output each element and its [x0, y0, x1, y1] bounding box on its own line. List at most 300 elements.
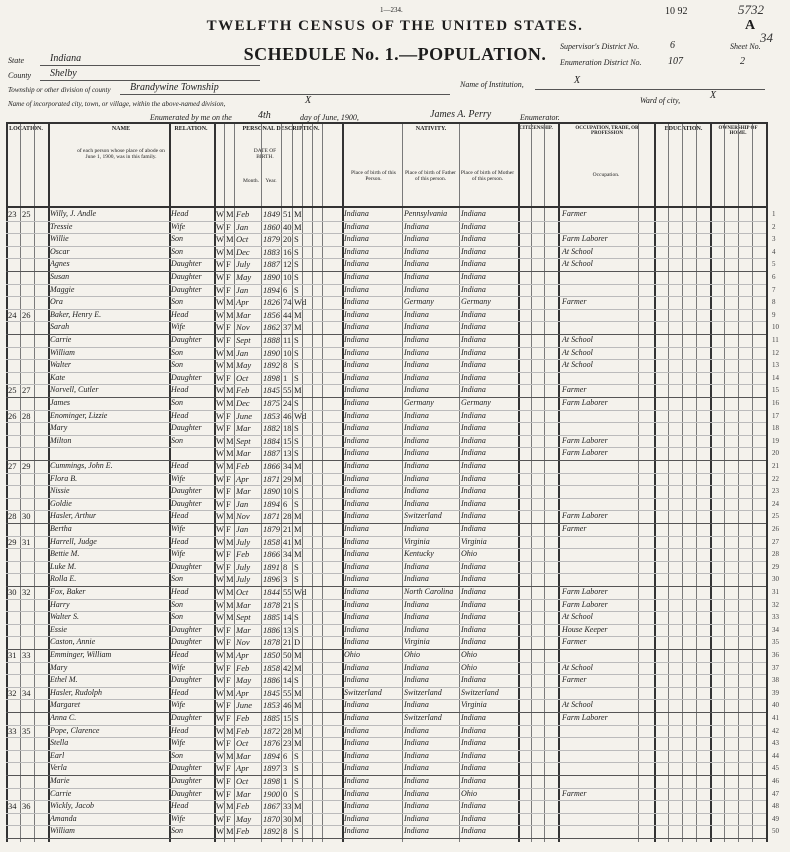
cell-yr: 1886 [263, 624, 280, 635]
cell-ms: S [294, 624, 299, 635]
township-value: Brandywine Township [130, 82, 219, 93]
cell-name: Caston, Annie [50, 637, 96, 647]
cell-col: W [216, 549, 225, 560]
section-relation: RELATION. [174, 126, 208, 132]
cell-mother: Indiana [461, 763, 486, 773]
cell-mo: Mar [236, 486, 251, 497]
cell-age: 8 [283, 826, 288, 837]
cell-mo: Oct [236, 738, 249, 749]
cell-mo: Jan [236, 347, 249, 358]
institution-line [535, 89, 765, 90]
cell-mo: Mar [236, 448, 251, 459]
cell-mother: Indiana [461, 612, 486, 622]
line-number: 35 [772, 638, 779, 647]
cell-birth: Indiana [344, 725, 369, 735]
cell-name: Hasler, Arthur [50, 511, 97, 521]
cell-mother: Indiana [461, 309, 486, 319]
cell-col: W [216, 524, 225, 534]
cell-fam: 30 [22, 511, 31, 522]
cell-name: Hasler, Rudolph [50, 687, 102, 697]
cell-birth: Indiana [344, 398, 369, 407]
cell-mo: Feb [236, 801, 250, 812]
cell-mother: Ohio [461, 662, 477, 672]
cell-birth: Switzerland [344, 687, 382, 697]
cell-father: Indiana [404, 347, 429, 357]
cell-ms: S [294, 788, 299, 799]
cell-rel: Head [171, 461, 189, 470]
cell-birth: Indiana [344, 259, 369, 269]
cell-occ: Farmer [562, 675, 587, 685]
cell-name: Mary [50, 662, 68, 672]
cell-age: 6 [283, 750, 288, 761]
cell-fam: 32 [22, 587, 31, 597]
cell-name: Carrie [50, 788, 72, 798]
section-nativity: NATIVITY. [415, 126, 447, 132]
cell-dw: 25 [8, 385, 17, 396]
cell-col: W [216, 574, 225, 585]
state-line [40, 65, 260, 66]
cell-birth: Indiana [344, 335, 369, 344]
cell-yr: 1890 [263, 272, 280, 282]
enumerated-label: Enumerated by me on the [150, 113, 232, 122]
cell-sex: M [226, 687, 234, 698]
census-table [6, 122, 766, 842]
cell-name: Verla [50, 763, 67, 773]
cell-name: Willy, J. Andle [50, 209, 97, 218]
cell-age: 8 [283, 561, 288, 572]
cell-yr: 1879 [263, 524, 280, 534]
cell-age: 28 [283, 725, 292, 736]
cell-rel: Son [171, 599, 183, 609]
cell-ms: S [294, 372, 299, 383]
cell-yr: 1879 [263, 234, 280, 245]
cell-rel: Son [171, 574, 183, 584]
cell-rel: Daughter [171, 423, 202, 433]
cell-sex: F [226, 410, 231, 421]
cell-name: Earl [50, 750, 65, 760]
cell-birth: Indiana [344, 435, 369, 445]
cell-age: 34 [283, 549, 292, 560]
cell-yr: 1858 [263, 536, 280, 547]
cell-ms: M [294, 309, 302, 320]
cell-col: W [216, 612, 225, 623]
cell-col: W [216, 284, 225, 295]
cell-mo: July [236, 561, 251, 572]
cell-rel: Daughter [171, 284, 202, 294]
cell-mother: Indiana [461, 624, 486, 634]
cell-ms: M [294, 700, 302, 711]
cell-father: Indiana [404, 750, 429, 760]
line-number: 2 [772, 222, 776, 231]
cell-sex: M [226, 209, 234, 219]
cell-mother: Indiana [461, 385, 486, 395]
cell-yr: 1872 [263, 725, 280, 736]
cell-name: Agnes [50, 259, 70, 269]
line-number: 27 [772, 537, 779, 546]
cell-mother: Indiana [461, 272, 486, 281]
line-number: 39 [772, 688, 779, 697]
township-line [120, 94, 450, 95]
cell-rel: Daughter [171, 776, 202, 785]
section-name: NAME [111, 126, 131, 132]
cell-yr: 1898 [263, 372, 280, 383]
city-value: X [305, 95, 312, 106]
cell-yr: 1845 [263, 687, 280, 698]
cell-mo: Feb [236, 549, 250, 560]
cell-dw: 31 [8, 650, 17, 660]
cell-age: 11 [283, 335, 292, 345]
cell-sex: F [226, 272, 231, 282]
cell-father: Ohio [404, 650, 420, 659]
cell-birth: Indiana [344, 209, 369, 218]
cell-age: 13 [283, 624, 292, 635]
cell-mother: Indiana [461, 776, 486, 785]
cell-mother: Indiana [461, 826, 486, 836]
cell-col: W [216, 750, 225, 761]
cell-rel: Son [171, 826, 183, 836]
cell-birth: Indiana [344, 410, 369, 420]
cell-ms: M [294, 461, 302, 471]
cell-occ: Farm Laborer [562, 398, 608, 407]
line-number: 33 [772, 613, 779, 622]
cell-name: Luke M. [50, 561, 77, 571]
cell-mo: Oct [236, 234, 249, 245]
cell-ms: S [294, 360, 299, 371]
cell-col: W [216, 713, 225, 723]
cell-age: 15 [283, 435, 292, 446]
cell-mo: Feb [236, 662, 250, 673]
cell-dw: 34 [8, 801, 17, 812]
cell-yr: 1875 [263, 398, 280, 408]
cell-mother: Indiana [461, 725, 486, 735]
cell-ms: S [294, 435, 299, 446]
cell-mo: Nov [236, 637, 250, 648]
cell-occ: At School [562, 347, 593, 357]
cell-rel: Son [171, 360, 183, 370]
cell-occ: Farmer [562, 637, 587, 647]
line-number: 49 [772, 814, 779, 823]
cell-birth: Indiana [344, 801, 369, 811]
cell-father: Indiana [404, 561, 429, 571]
cell-father: Indiana [404, 624, 429, 634]
cell-father: Virginia [404, 536, 430, 546]
cell-col: W [216, 511, 225, 522]
county-value: Shelby [50, 68, 77, 79]
cell-rel: Son [171, 750, 183, 760]
cell-birth: Indiana [344, 385, 369, 395]
cell-mother: Ohio [461, 788, 477, 798]
supervisor-label: Supervisor's District No. [560, 42, 640, 51]
cell-age: 21 [283, 524, 292, 534]
cell-birth: Indiana [344, 524, 369, 533]
line-number: 7 [772, 285, 776, 294]
cell-yr: 1890 [263, 486, 280, 497]
cell-mother: Germany [461, 398, 491, 407]
cell-birth: Indiana [344, 511, 369, 521]
cell-yr: 1900 [263, 788, 280, 799]
cell-yr: 1860 [263, 221, 280, 232]
cell-name: Nissie [50, 486, 70, 496]
cell-name: Carrie [50, 335, 72, 344]
cell-col: W [216, 801, 225, 812]
cell-fam: 27 [22, 385, 31, 396]
cell-birth: Indiana [344, 549, 369, 559]
cell-sex: F [226, 486, 231, 497]
cell-age: 55 [283, 385, 292, 396]
cell-rel: Head [171, 511, 189, 521]
line-number: 12 [772, 348, 779, 357]
cell-ms: S [294, 246, 299, 257]
cell-ms: S [294, 448, 299, 459]
cell-mo: Mar [236, 624, 251, 635]
cell-occ: At School [562, 612, 593, 622]
cell-age: 40 [283, 221, 292, 232]
cell-age: 37 [283, 322, 292, 333]
cell-yr: 1892 [263, 360, 280, 371]
cell-sex: F [226, 259, 231, 270]
section-citizenship: CITIZENSHIP. [519, 126, 553, 131]
cell-rel: Head [171, 587, 189, 596]
cell-mo: Jan [236, 284, 249, 295]
cell-ms: S [294, 398, 299, 408]
cell-name: Bettie M. [50, 549, 80, 559]
cell-father: Indiana [404, 435, 429, 445]
cell-col: W [216, 259, 225, 270]
cell-mo: May [236, 360, 252, 371]
county-line [40, 80, 260, 81]
cell-rel: Head [171, 309, 189, 319]
cell-sex: F [226, 700, 231, 711]
cell-age: 20 [283, 234, 292, 245]
cell-father: Indiana [404, 788, 429, 798]
cell-age: 41 [283, 536, 292, 547]
cell-ms: Wd [294, 587, 307, 597]
cell-col: W [216, 788, 225, 799]
line-number: 22 [772, 474, 779, 483]
cell-yr: 1892 [263, 826, 280, 837]
cell-birth: Indiana [344, 322, 369, 332]
cell-sex: F [226, 498, 231, 509]
cell-father: Indiana [404, 246, 429, 256]
cell-yr: 1897 [263, 763, 280, 774]
cell-col: W [216, 599, 225, 610]
cell-age: 46 [283, 410, 292, 421]
cell-mother: Indiana [461, 713, 486, 722]
cell-birth: Indiana [344, 662, 369, 672]
cell-mother: Indiana [461, 410, 486, 420]
cell-birth: Indiana [344, 473, 369, 483]
cell-name: Kate [50, 372, 66, 382]
cell-father: Indiana [404, 259, 429, 269]
cell-father: Switzerland [404, 511, 442, 521]
cell-col: W [216, 725, 225, 736]
cell-mother: Indiana [461, 750, 486, 760]
cell-col: W [216, 498, 225, 509]
cell-name: Ora [50, 297, 63, 307]
cell-age: 55 [283, 587, 292, 597]
cell-mother: Indiana [461, 435, 486, 445]
cell-rel: Daughter [171, 486, 202, 496]
cell-ms: M [294, 221, 302, 232]
cell-rel: Son [171, 347, 183, 357]
cell-col: W [216, 587, 225, 597]
cell-occ: At School [562, 335, 593, 344]
cell-occ: Farm Laborer [562, 599, 608, 609]
cell-mo: Apr [236, 650, 249, 660]
cell-name: William [50, 826, 75, 836]
cell-col: W [216, 813, 225, 824]
cell-yr: 1862 [263, 322, 280, 333]
cell-sex: F [226, 813, 231, 824]
cell-fam: 35 [22, 725, 31, 736]
cell-mo: Mar [236, 599, 251, 610]
cell-age: 14 [283, 675, 292, 686]
cell-sex: F [226, 561, 231, 572]
cell-age: 14 [283, 612, 292, 623]
cell-col: W [216, 700, 225, 711]
cell-birth: Indiana [344, 272, 369, 281]
cell-mo: Mar [236, 750, 251, 761]
supervisor-no: 6 [670, 40, 675, 51]
cell-name: Stella [50, 738, 69, 748]
line-number: 43 [772, 739, 779, 748]
cell-birth: Indiana [344, 763, 369, 773]
cell-rel: Head [171, 687, 189, 697]
cell-mother: Virginia [461, 536, 487, 546]
cell-birth: Indiana [344, 347, 369, 357]
cell-sex: F [226, 372, 231, 383]
state-value: Indiana [50, 53, 82, 64]
cell-age: 42 [283, 662, 292, 673]
cell-father: Indiana [404, 763, 429, 773]
cell-fam: 36 [22, 801, 31, 812]
cell-father: Indiana [404, 524, 429, 533]
cell-birth: Indiana [344, 461, 369, 470]
cell-yr: 1890 [263, 347, 280, 358]
cell-occ: Farmer [562, 788, 587, 798]
cell-birth: Indiana [344, 813, 369, 823]
cell-occ: Farmer [562, 385, 587, 395]
cell-name: Bertha [50, 524, 72, 533]
cell-col: W [216, 461, 225, 471]
sheet-no: 34 [760, 30, 773, 45]
cell-yr: 1891 [263, 561, 280, 572]
cell-yr: 1871 [263, 511, 280, 522]
cell-mo: Dec [236, 398, 250, 408]
cell-mother: Indiana [461, 209, 486, 218]
cell-sex: F [226, 549, 231, 560]
census-title: TWELFTH CENSUS OF THE UNITED STATES. [206, 18, 584, 34]
cell-age: 3 [283, 574, 288, 585]
cell-father: Indiana [404, 826, 429, 836]
cell-ms: D [294, 637, 301, 648]
cell-rel: Head [171, 536, 189, 546]
line-number: 14 [772, 373, 779, 382]
cell-age: 10 [283, 272, 292, 282]
cell-rel: Wife [171, 524, 186, 533]
cell-mo: July [236, 574, 251, 585]
table-row [6, 825, 766, 839]
cell-yr: 1878 [263, 599, 280, 610]
cell-mo: Feb [236, 713, 250, 723]
cell-sex: F [226, 221, 231, 232]
cell-mother: Indiana [461, 524, 486, 533]
cell-mo: Jan [236, 498, 249, 509]
line-number: 34 [772, 625, 779, 634]
cell-father: Germany [404, 297, 434, 307]
cell-father: Kentucky [404, 549, 434, 559]
cell-col: W [216, 246, 225, 257]
cell-col: W [216, 776, 225, 786]
cell-name: Pope, Clarence [50, 725, 100, 735]
cell-age: 24 [283, 398, 292, 408]
cell-sex: F [226, 788, 231, 799]
cell-dw: 29 [8, 536, 17, 547]
cell-birth: Indiana [344, 561, 369, 571]
cell-mo: Sept [236, 612, 251, 623]
cell-name: Anna C. [50, 713, 77, 722]
cell-age: 13 [283, 448, 292, 459]
cell-birth: Indiana [344, 612, 369, 622]
cell-dw: 23 [8, 209, 17, 219]
cell-yr: 1883 [263, 246, 280, 257]
cell-sex: M [226, 385, 234, 396]
cell-col: W [216, 675, 225, 686]
cell-rel: Daughter [171, 713, 202, 722]
line-number: 17 [772, 411, 779, 420]
cell-sex: F [226, 763, 231, 774]
cell-birth: Indiana [344, 700, 369, 710]
cell-age: 16 [283, 246, 292, 257]
cell-fam: 34 [22, 687, 31, 698]
cell-father: Indiana [404, 662, 429, 672]
col-place-mother: Place of birth of Mother of this person. [460, 170, 515, 182]
cell-rel: Daughter [171, 763, 202, 773]
cell-yr: 1849 [263, 209, 280, 219]
cell-ms: M [294, 738, 302, 749]
cell-mother: Indiana [461, 486, 486, 496]
cell-yr: 1882 [263, 423, 280, 434]
cell-rel: Head [171, 801, 189, 811]
cell-father: Indiana [404, 360, 429, 370]
cell-occ: Farmer [562, 297, 587, 307]
cell-sex: F [226, 675, 231, 686]
cell-sex: F [226, 322, 231, 333]
cell-birth: Indiana [344, 536, 369, 546]
cell-occ: At School [562, 360, 593, 370]
cell-col: W [216, 561, 225, 572]
cell-rel: Daughter [171, 788, 202, 798]
cell-mo: Oct [236, 372, 249, 383]
cell-name: Mary [50, 423, 68, 433]
cell-name: Wickly, Jacob [50, 801, 94, 811]
cell-col: W [216, 398, 225, 408]
cell-yr: 1853 [263, 700, 280, 711]
cell-col: W [216, 297, 225, 308]
cell-father: Indiana [404, 473, 429, 483]
cell-mother: Indiana [461, 322, 486, 332]
line-number: 13 [772, 361, 779, 370]
cell-birth: Indiana [344, 738, 369, 748]
cell-ms: M [294, 801, 302, 812]
cell-sex: F [226, 473, 231, 484]
cell-sex: M [226, 461, 234, 471]
line-number: 20 [772, 449, 779, 458]
cell-occ: Farm Laborer [562, 448, 608, 458]
cell-age: 34 [283, 461, 292, 471]
cell-father: Indiana [404, 284, 429, 294]
stamp-letter: A [745, 18, 756, 33]
